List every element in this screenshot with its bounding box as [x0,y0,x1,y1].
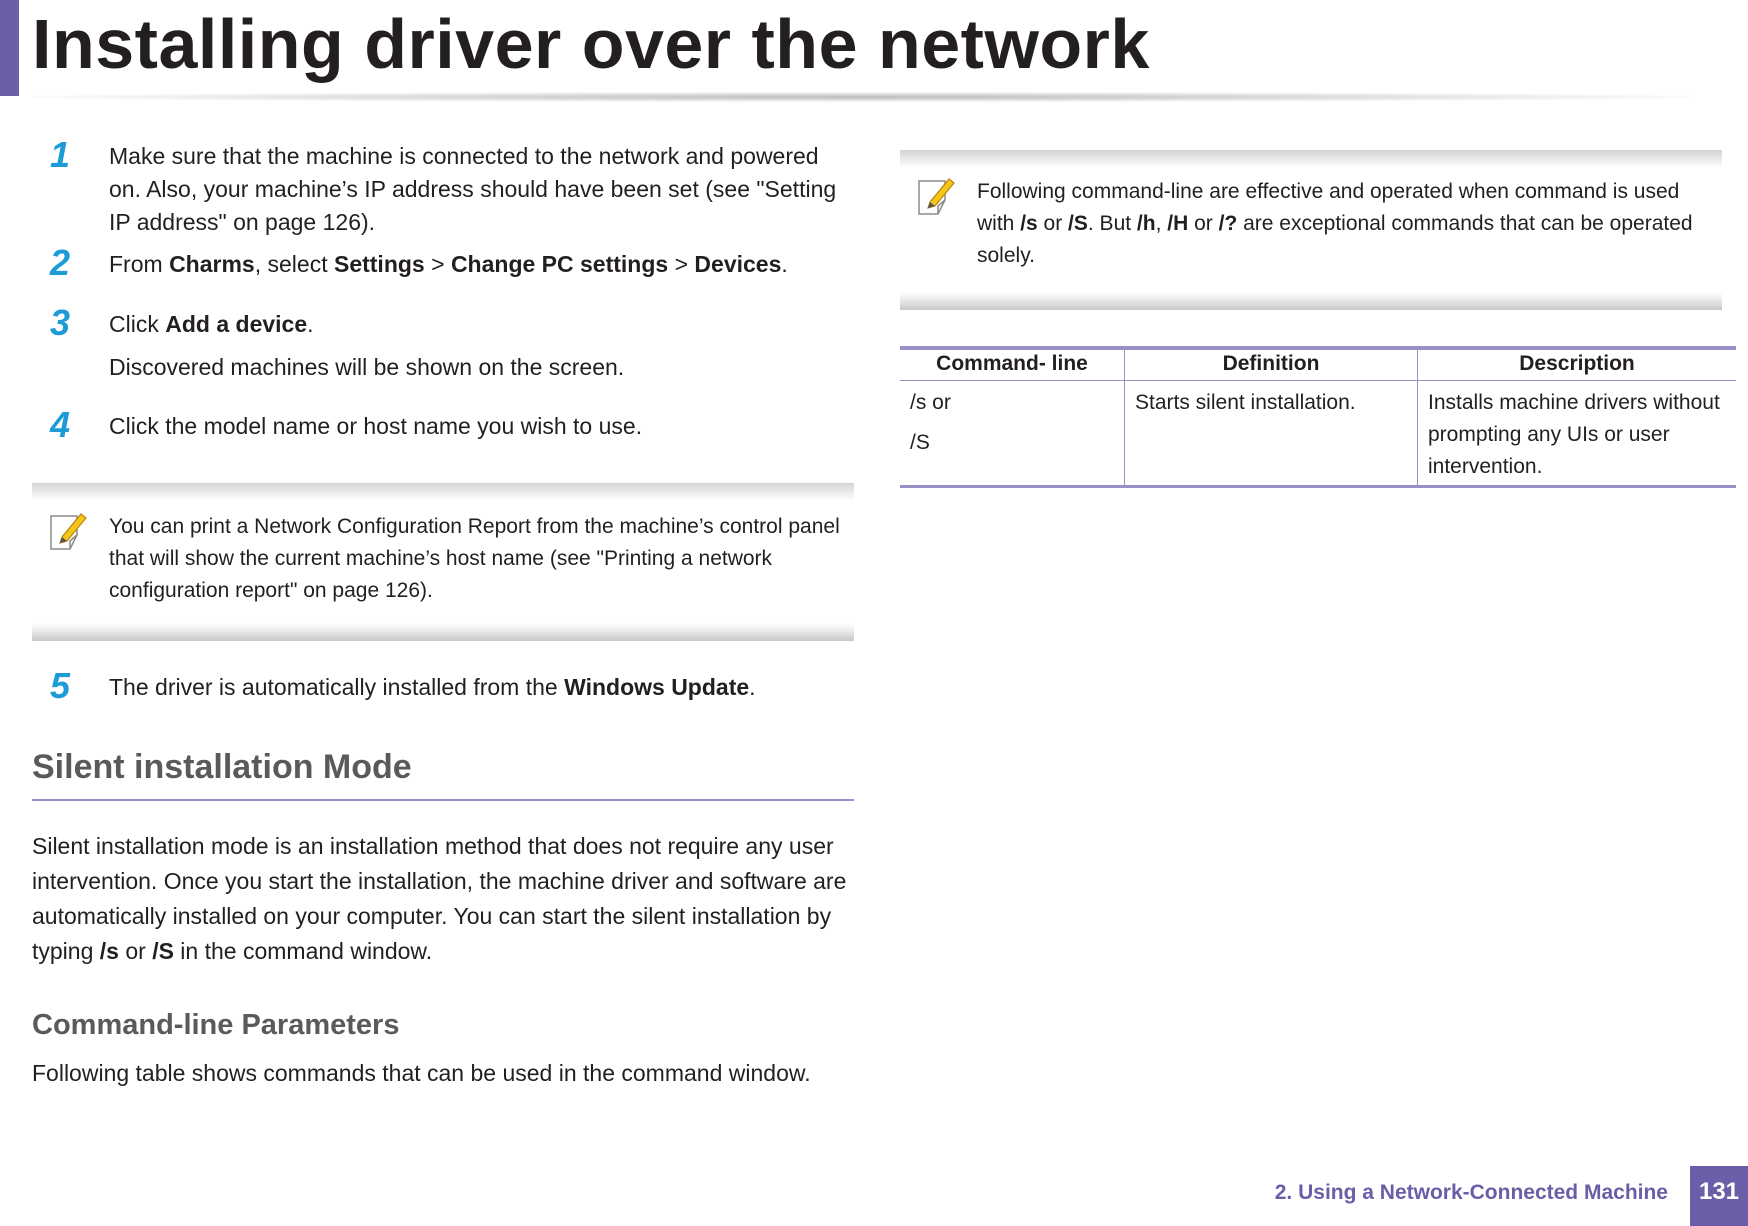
section-title: Silent installation Mode [32,748,854,801]
title-accent-bar [0,0,19,96]
step-text: > [424,251,451,277]
paragraph-text: in the command window. [173,938,433,964]
step-5 [32,665,854,706]
right-column [900,150,1736,488]
description-cell: Installs machine drivers without prompting any UIs or user intervention. [1418,381,1737,487]
switch-upper-s: /S [1068,212,1088,235]
note-text: You can print a Network Configuration Report from the machine’s control panel that will show the current machine’s host name (see "Printing a network configuration report" on page 126). [109,515,840,602]
title-divider [32,92,1692,102]
note-pencil-icon [916,176,956,220]
step-text: . [781,251,788,277]
switch-lower-s: /s [99,938,119,964]
page-number: 131 [1690,1166,1748,1226]
switch-question: /? [1218,212,1238,235]
step-3-detail: Discovered machines will be shown on the screen. [109,354,625,380]
subsection-paragraph: Following table shows commands that can be used in the command window. [32,1060,811,1086]
step-number: 3 [50,302,71,343]
note-body [32,501,854,623]
step-number: 1 [50,134,71,175]
step-2 [32,242,854,306]
devices-label: Devices [694,251,782,277]
note-bottom-bar [32,623,854,641]
step-text: , select [254,251,334,277]
note-text: are exceptional commands that can be operated solely. [977,212,1693,267]
note-text: , [1155,212,1168,235]
column-header: Command- line [900,348,1125,381]
column-header: Description [1418,348,1737,381]
switch-upper-s: /S [152,938,174,964]
step-number: 5 [50,665,71,706]
table-row [900,381,1736,487]
paragraph-text: or [118,938,153,964]
step-number: 4 [50,404,71,445]
step-text: Click the model name or host name you wish to use. [109,413,643,439]
switch-lower-h: /h [1136,212,1156,235]
note-bottom-bar [900,292,1722,310]
command-cell [900,381,1125,487]
command-text: /S [910,431,930,454]
step-text: Click [109,311,166,337]
step-4 [32,404,854,445]
left-column [32,134,854,1091]
step-text: . [749,674,756,700]
step-text: From [109,251,170,277]
switch-lower-s: /s [1020,212,1038,235]
step-text: Make sure that the machine is connected to the network and powered on. Also, your machine’s IP address should have been set (see "Setting IP address" on page 126). [109,143,837,235]
add-a-device-label: Add a device [165,311,308,337]
definition-cell: Starts silent installation. [1125,381,1418,487]
step-3 [32,302,854,343]
windows-update-label: Windows Update [564,674,750,700]
command-text: /s or [910,391,951,414]
step-number: 2 [50,242,71,283]
note-box-commands [900,150,1722,310]
step-text: . [307,311,314,337]
note-text: . But [1087,212,1137,235]
paragraph-text: Silent installation mode is an installation method that does not require any user intervention. Once you start the installation, the machine driver and software are automatically installed on your computer. You can start the silent installation by typing [32,833,847,964]
charms-label: Charms [169,251,255,277]
note-text: or [1037,212,1069,235]
step-text: > [668,251,695,277]
footer-chapter: 2. Using a Network-Connected Machine [1274,1181,1668,1204]
section-paragraph [32,829,854,969]
page-title: Installing driver over the network [32,5,1150,83]
change-pc-settings-label: Change PC settings [450,251,669,277]
switch-upper-h: /H [1167,212,1189,235]
table-header-row [900,348,1736,381]
step-text: The driver is automatically installed from the [109,674,565,700]
note-text: Following command-line are effective and operated when command is used with [977,180,1680,235]
note-body [900,168,1722,292]
subsection-title: Command-line Parameters [32,1009,400,1041]
note-text: or [1188,212,1219,235]
note-top-bar [900,150,1722,168]
note-top-bar [32,483,854,501]
note-box [32,483,854,641]
note-pencil-icon [48,511,88,555]
settings-label: Settings [333,251,425,277]
column-header: Definition [1125,348,1418,381]
command-table [900,346,1736,488]
step-1 [32,134,854,240]
